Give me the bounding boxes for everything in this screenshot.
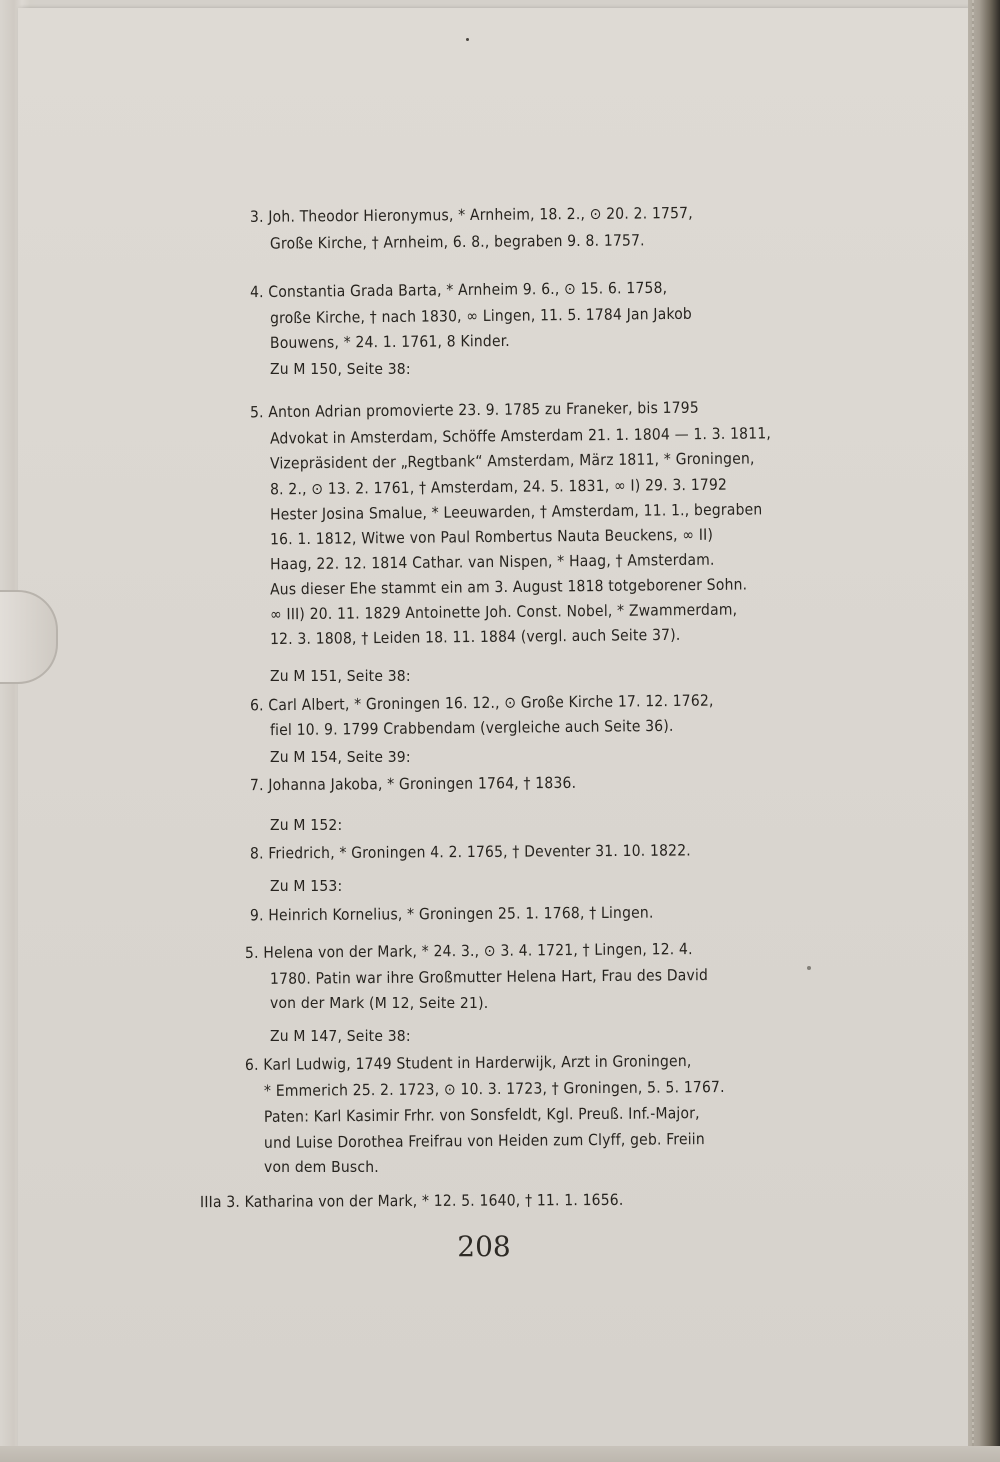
section-heading: Zu M 151, Seite 38: bbox=[270, 667, 411, 685]
paper-speck bbox=[466, 38, 469, 41]
entry-line: große Kirche, † nach 1830, ∞ Lingen, 11. 5. 1784 Jan Jakob bbox=[269, 304, 693, 328]
entry-line: 8. 2., ⊙ 13. 2. 1761, † Amsterdam, 24. 5. 1831, ∞ I) 29. 3. 1792 bbox=[269, 475, 728, 499]
entry-line: und Luise Dorothea Freifrau von Heiden zum Clyff, geb. Freiin bbox=[263, 1130, 705, 1152]
section-heading: Zu M 152: bbox=[270, 816, 343, 834]
entry-line: * Emmerich 25. 2. 1723, ⊙ 10. 3. 1723, † Groningen, 5. 5. 1767. bbox=[263, 1077, 725, 1101]
entry-line: 12. 3. 1808, † Leiden 18. 11. 1884 (vergl. auch Seite 37). bbox=[269, 625, 681, 649]
entry-line: von dem Busch. bbox=[264, 1158, 379, 1176]
entry-line: 4. Constantia Grada Barta, * Arnheim 9. 6., ⊙ 15. 6. 1758, bbox=[249, 278, 668, 302]
section-heading: Zu M 153: bbox=[270, 877, 343, 895]
paper-speck bbox=[807, 966, 811, 970]
entry-line: Vizepräsident der „Regtbank“ Amsterdam, März 1811, * Groningen, bbox=[269, 449, 755, 473]
entry-line: von der Mark (M 12, Seite 21). bbox=[270, 994, 489, 1012]
entry-line: 9. Heinrich Kornelius, * Groningen 25. 1. 1768, † Lingen. bbox=[249, 903, 654, 925]
page-number: 208 bbox=[457, 1230, 511, 1263]
entry-line: 1780. Patin war ihre Großmutter Helena Hart, Frau des David bbox=[269, 966, 709, 988]
entry-line: Haag, 22. 12. 1814 Cathar. van Nispen, * Haag, † Amsterdam. bbox=[269, 550, 715, 574]
entry-line: 6. Karl Ludwig, 1749 Student in Harderwijk, Arzt in Groningen, bbox=[244, 1052, 692, 1074]
section-heading: Zu M 150, Seite 38: bbox=[270, 360, 411, 378]
entry-line: Paten: Karl Kasimir Frhr. von Sonsfeldt, Kgl. Preuß. Inf.-Major, bbox=[263, 1104, 700, 1126]
entry-line: Bouwens, * 24. 1. 1761, 8 Kinder. bbox=[269, 331, 510, 353]
entry-line: 3. Joh. Theodor Hieronymus, * Arnheim, 18. 2., ⊙ 20. 2. 1757, bbox=[249, 204, 693, 226]
entry-line: fiel 10. 9. 1799 Crabbendam (vergleiche auch Seite 36). bbox=[269, 716, 674, 740]
entry-line: Advokat in Amsterdam, Schöffe Amsterdam 21. 1. 1804 — 1. 3. 1811, bbox=[269, 424, 772, 448]
entry-line: Große Kirche, † Arnheim, 6. 8., begraben 9. 8. 1757. bbox=[269, 231, 645, 253]
book-edge bbox=[968, 0, 1000, 1462]
entry-line: 6. Carl Albert, * Groningen 16. 12., ⊙ Große Kirche 17. 12. 1762, bbox=[249, 691, 714, 715]
section-heading: Zu M 154, Seite 39: bbox=[270, 748, 411, 766]
entry-line: Aus dieser Ehe stammt ein am 3. August 1818 totgeborener Sohn. bbox=[269, 575, 748, 599]
entry-line: 7. Johanna Jakoba, * Groningen 1764, † 1836. bbox=[249, 773, 577, 795]
entry-line: 5. Helena von der Mark, * 24. 3., ⊙ 3. 4. 1721, † Lingen, 12. 4. bbox=[244, 940, 693, 962]
section-heading: Zu M 147, Seite 38: bbox=[270, 1027, 411, 1045]
entry-line: Hester Josina Smalue, * Leeuwarden, † Amsterdam, 11. 1., begraben bbox=[269, 500, 763, 524]
entry-line: 5. Anton Adrian promovierte 23. 9. 1785 zu Franeker, bis 1795 bbox=[249, 398, 699, 422]
entry-line: IIIa 3. Katharina von der Mark, * 12. 5. 1640, † 11. 1. 1656. bbox=[199, 1190, 624, 1212]
entry-line: ∞ III) 20. 11. 1829 Antoinette Joh. Const. Nobel, * Zwammerdam, bbox=[269, 600, 738, 624]
entry-line: 16. 1. 1812, Witwe von Paul Rombertus Nauta Beuckens, ∞ II) bbox=[269, 525, 714, 549]
entry-line: 8. Friedrich, * Groningen 4. 2. 1765, † Deventer 31. 10. 1822. bbox=[249, 841, 691, 863]
